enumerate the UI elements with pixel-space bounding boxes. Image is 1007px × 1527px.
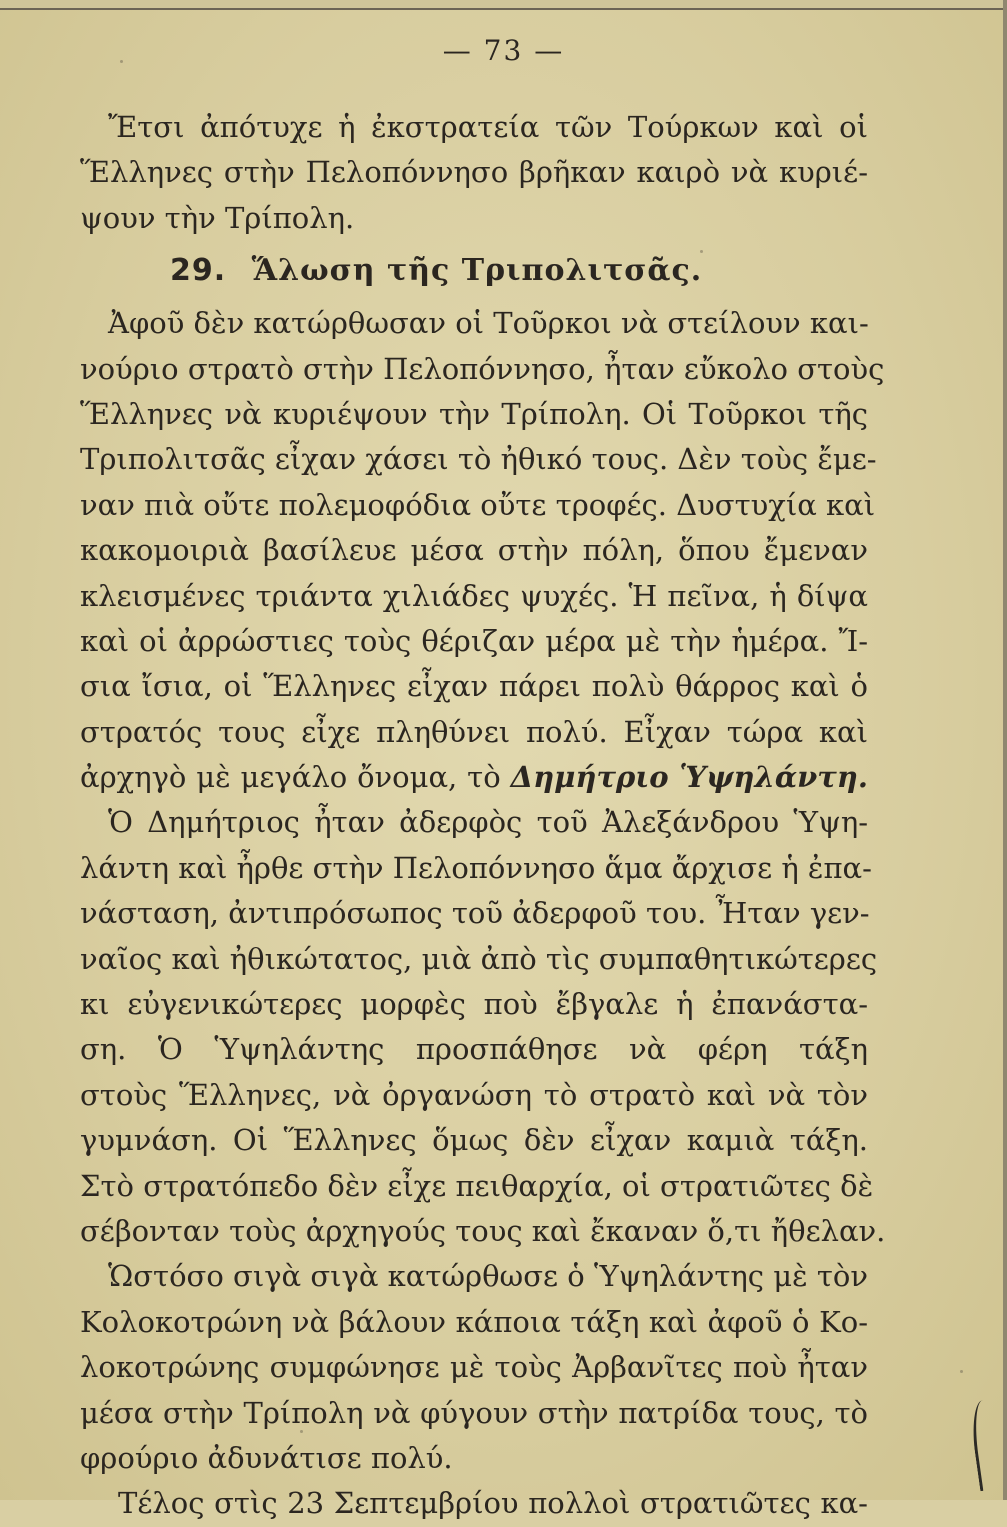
text-line: Ἔτσι ἀπότυχε ἡ ἐκστρατεία τῶν Τούρκων καὶ οἱ xyxy=(108,110,868,144)
paragraph-1 xyxy=(80,105,868,241)
section-number: 29. xyxy=(170,253,227,289)
emphasized-name: Δημήτριο Ὑψηλάντη. xyxy=(510,760,868,795)
text-line: γυμνάση. Οἱ Ἕλληνες ὅμως δὲν εἶχαν καμιὰ τάξη. xyxy=(80,1123,868,1158)
text-line: καὶ οἱ ἀρρώστιες τοὺς θέριζαν μέρα μὲ τὴν ἡμέρα. Ἴ- xyxy=(80,623,868,658)
section-title: Ἅλωση τῆς Τριπολιτσᾶς. xyxy=(251,253,703,289)
page-curl-mark xyxy=(968,1399,1005,1492)
text-line: Ὁ Δημήτριος ἦταν ἀδερφὸς τοῦ Ἀλεξάνδρου Ὑψη- xyxy=(108,805,868,840)
text-line: μέσα στὴν Τρίπολη νὰ φύγουν στὴν πατρίδα τους, τὸ xyxy=(80,1395,868,1430)
text-line: σέβονταν τοὺς ἀρχηγούς τους καὶ ἔκαναν ὅ,τι ἤθελαν. xyxy=(80,1213,886,1248)
paper-speck xyxy=(120,60,123,63)
page-number: — 73 — xyxy=(442,34,565,67)
text-line: ψουν τὴν Τρίπολη. xyxy=(80,200,355,235)
paragraph-2 xyxy=(80,301,885,800)
text-fragment: ἀρχηγὸ μὲ μεγάλο ὄνομα, τὸ xyxy=(80,760,511,795)
text-line: Ἀφοῦ δὲν κατώρθωσαν οἱ Τοῦρκοι νὰ στείλουν και- xyxy=(108,306,869,341)
paragraph-4 xyxy=(80,1481,868,1526)
section-heading xyxy=(80,241,868,301)
text-line: νούριο στρατὸ στὴν Πελοπόννησο, ἦταν εὔκολο στοὺς xyxy=(80,351,885,386)
text-line: λοκοτρώνης συμφώνησε μὲ τοὺς Ἀρβανῖτες ποὺ ἦταν xyxy=(80,1350,868,1385)
page-top-edge xyxy=(0,0,1007,10)
paragraph-3 xyxy=(80,800,886,1481)
text-line: Ἕλληνες νὰ κυριέψουν τὴν Τρίπολη. Οἱ Τοῦρκοι τῆς xyxy=(80,396,868,431)
text-line: ναν πιὰ οὔτε πολεμοφόδια οὔτε τροφές. Δυστυχία καὶ xyxy=(80,487,876,522)
text-line: ναῖος καὶ ἠθικώτατος, μιὰ ἀπὸ τὶς συμπαθητικώτερες xyxy=(80,941,878,976)
text-line: ση. Ὁ Ὑψηλάντης προσπάθησε νὰ φέρη τάξη xyxy=(80,1032,868,1067)
text-line: στρατός τους εἶχε πληθύνει πολύ. Εἶχαν τώρα καὶ xyxy=(80,714,868,749)
paper-speck xyxy=(300,1430,303,1433)
text-line: Στὸ στρατόπεδο δὲν εἶχε πειθαρχία, οἱ στρατιῶτες δὲ xyxy=(80,1168,874,1203)
paper-speck xyxy=(960,1370,963,1373)
text-line: Ὡστόσο σιγὰ σιγὰ κατώρθωσε ὁ Ὑψηλάντης μὲ τὸν xyxy=(108,1259,868,1294)
text-line: Ἕλληνες στὴν Πελοπόννησο βρῆκαν καιρὸ νὰ κυριέ- xyxy=(80,155,868,190)
text-line: νάσταση, ἀντιπρόσωπος τοῦ ἀδερφοῦ του. Ἦταν γεν- xyxy=(80,896,870,931)
text-line: κλεισμένες τριάντα χιλιάδες ψυχές. Ἡ πεῖνα, ἡ δίψα xyxy=(80,578,868,613)
text-line: λάντη καὶ ἦρθε στὴν Πελοπόννησο ἅμα ἄρχισε ἡ ἐπα- xyxy=(80,850,872,885)
text-line: φρούριο ἀδυνάτισε πολύ. xyxy=(80,1440,453,1475)
text-line: Κολοκοτρώνη νὰ βάλουν κάποια τάξη καὶ ἀφοῦ ὁ Κο- xyxy=(80,1304,868,1339)
text-line: κι εὐγενικώτερες μορφὲς ποὺ ἔβγαλε ἡ ἐπανάστα- xyxy=(80,987,868,1022)
text-line: σια ἴσια, οἱ Ἕλληνες εἶχαν πάρει πολὺ θάρρος καὶ ὁ xyxy=(80,669,868,704)
text-line-emphasis xyxy=(80,755,868,800)
text-line: κακομοιριὰ βασίλευε μέσα στὴν πόλη, ὅπου ἔμεναν xyxy=(80,533,868,568)
text-line: Τριπολιτσᾶς εἶχαν χάσει τὸ ἠθικό τους. Δὲν τοὺς ἔμε- xyxy=(80,442,877,477)
text-line: στοὺς Ἕλληνες, νὰ ὀργανώση τὸ στρατὸ καὶ νὰ τὸν xyxy=(80,1077,868,1112)
paper-speck xyxy=(700,250,703,253)
text-line: Τέλος στὶς 23 Σεπτεμβρίου πολλοὶ στρατιῶτες κα- xyxy=(118,1486,868,1521)
page-right-edge xyxy=(1003,0,1007,1500)
body-text xyxy=(80,105,886,1527)
